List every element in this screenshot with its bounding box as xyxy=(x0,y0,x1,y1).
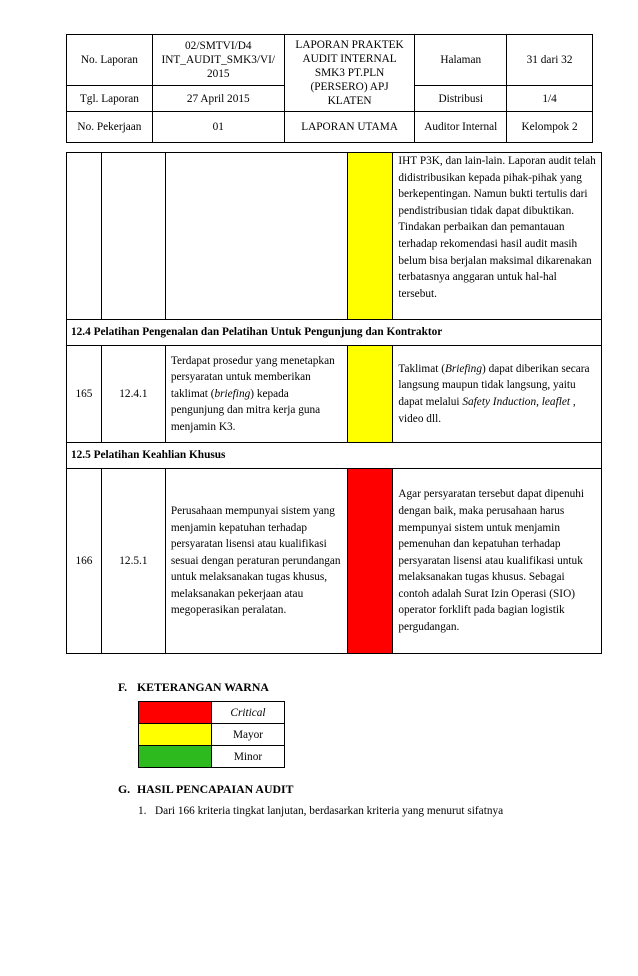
recommendation-cell: IHT P3K, dan lain-lain. Laporan audit telah didistribusikan kepada pihak-pihak yang berkepentingan. Namun bukti tertulis dari pendistribusian tidak dapat dibuktikan. Tindakan perbaikan dan pemantauan terhadap rekomendasi hasil audit masih belum bisa berjalan maksimal dikarenakan terbatasnya anggaran untuk hal-hal tersebut. xyxy=(393,153,602,320)
tgl-laporan-value: 27 April 2015 xyxy=(152,86,284,112)
rec-emphasis-b: Briefing xyxy=(444,362,482,375)
section-g-letter: G. xyxy=(118,782,131,796)
table-row xyxy=(67,346,602,443)
criteria-text-end: ) kepada pengunjung dan mitra kerja guna menjamin K3. xyxy=(170,387,321,433)
rec-text-g: , video dll. xyxy=(398,396,576,425)
halaman-label: Halaman xyxy=(415,35,507,86)
section-g-heading xyxy=(118,782,293,797)
recommendation-cell xyxy=(393,346,602,443)
no-laporan-value: 02/SMTVI/D4 INT_AUDIT_SMK3/VI/ 2015 xyxy=(152,35,284,86)
cell-no xyxy=(67,153,102,320)
severity-color-cell xyxy=(347,469,393,654)
cell-code xyxy=(101,153,165,320)
criteria-emphasis: briefing xyxy=(214,387,251,400)
legend-swatch-mayor xyxy=(139,724,212,746)
audit-findings-table xyxy=(66,152,602,654)
tgl-laporan-label: Tgl. Laporan xyxy=(67,86,153,112)
distribusi-value: 1/4 xyxy=(507,86,593,112)
section-title-12-4: 12.4 Pelatihan Pengenalan dan Pelatihan Untuk Pengunjung dan Kontraktor xyxy=(67,320,602,346)
auditor-value: Kelompok 2 xyxy=(507,112,593,143)
auditor-label: Auditor Internal xyxy=(415,112,507,143)
table-row xyxy=(67,153,602,320)
cell-criteria xyxy=(165,346,347,443)
distribusi-label: Distribusi xyxy=(415,86,507,112)
rec-emphasis-d: Safety Induction xyxy=(462,396,537,408)
recommendation-cell: Agar persyaratan tersebut dapat dipenuhi dengan baik, maka perusahaan harus mempunyai sistem untuk menjamin pemenuhan dan kepatuhan terhadap persyaratan lisensi atau kualifikasi untuk melaksanakan tugas khusus. Sebagai contoh adalah Surat Izin Operasi (SIO) operator forklift pada bagian logistik pergudangan. xyxy=(393,469,602,654)
legend-row xyxy=(139,746,285,768)
no-pekerjaan-label: No. Pekerjaan xyxy=(67,112,153,143)
rec-text-a: Taklimat ( xyxy=(398,362,445,375)
cell-code: 12.4.1 xyxy=(101,346,165,443)
color-legend-table xyxy=(138,701,285,768)
section-f-heading xyxy=(118,680,269,695)
legend-row xyxy=(139,724,285,746)
no-pekerjaan-value: 01 xyxy=(152,112,284,143)
legend-swatch-critical xyxy=(139,702,212,724)
section-g-title: HASIL PENCAPAIAN AUDIT xyxy=(137,782,294,796)
cell-no: 165 xyxy=(67,346,102,443)
cell-code: 12.5.1 xyxy=(101,469,165,654)
severity-color-cell xyxy=(347,153,393,320)
cell-criteria xyxy=(165,153,347,320)
halaman-value: 31 dari 32 xyxy=(507,35,593,86)
legend-row xyxy=(139,702,285,724)
rec-text-c: ) dapat diberikan secara langsung maupun tidak langsung, yaitu dapat melalui xyxy=(398,362,590,408)
section-f-letter: F. xyxy=(118,680,128,694)
no-laporan-label: No. Laporan xyxy=(67,35,153,86)
severity-color-cell xyxy=(347,346,393,443)
rec-text-e: , xyxy=(536,396,542,408)
list-item: 1. Dari 166 kriteria tingkat lanjutan, berdasarkan kriteria yang menurut sifatnya xyxy=(138,805,504,817)
legend-critical-text: Critical xyxy=(230,706,266,719)
section-f-title: KETERANGAN WARNA xyxy=(137,680,269,694)
table-row xyxy=(67,469,602,654)
section-row xyxy=(67,443,602,469)
cell-no: 166 xyxy=(67,469,102,654)
section-row xyxy=(67,320,602,346)
legend-label-minor: Minor xyxy=(212,746,285,768)
rec-emphasis-f: leaflet xyxy=(541,396,570,408)
criteria-text: Terdapat prosedur yang menetapkan persyaratan untuk memberikan taklimat ( xyxy=(170,354,335,400)
cell-criteria: Perusahaan mempunyai sistem yang menjamin kepatuhan terhadap persyaratan lisensi atau kualifikasi sesuai dengan peraturan perundangan untuk melaksanakan tugas khusus, melaksanakan pekerjaan atau megoperasikan peralatan. xyxy=(165,469,347,654)
legend-swatch-minor xyxy=(139,746,212,768)
laporan-utama: LAPORAN UTAMA xyxy=(284,112,415,143)
legend-label-critical xyxy=(212,702,285,724)
section-title-12-5: 12.5 Pelatihan Keahlian Khusus xyxy=(67,443,602,469)
report-header-table xyxy=(66,34,593,143)
legend-label-mayor: Mayor xyxy=(212,724,285,746)
report-title: LAPORAN PRAKTEK AUDIT INTERNAL SMK3 PT.PLN (PERSERO) APJ KLATEN xyxy=(284,35,415,112)
